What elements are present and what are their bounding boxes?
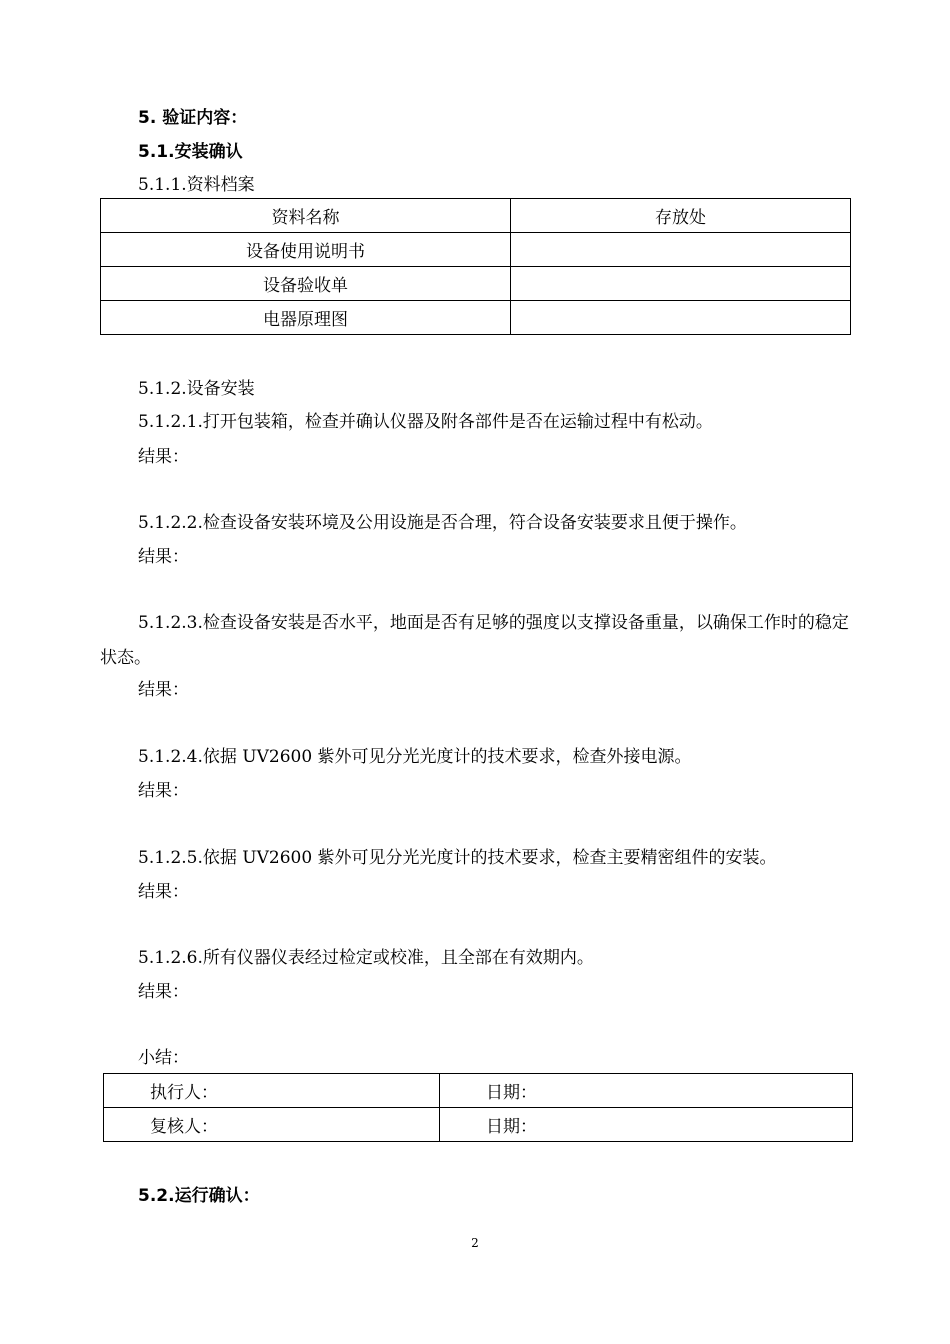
item-5-1-2-4: 5.1.2.4.依据 UV2600 紫外可见分光光度计的技术要求，检查外接电源。 [138,747,692,767]
item-5-1-2-4-result: 结果： [138,781,189,801]
table-row [101,301,851,335]
page-number: 2 [471,1236,479,1250]
section-5-2-heading: 5.2.运行确认： [138,1186,260,1206]
item-5-1-2-6: 5.1.2.6.所有仪器仪表经过检定或校准，且全部在有效期内。 [138,948,594,968]
reviewer-cell: 复核人： [104,1108,440,1142]
item-5-1-2-5-result: 结果： [138,882,189,902]
header-storage-location: 存放处 [511,199,851,233]
storage-cell [511,233,851,267]
table-row [101,233,851,267]
executor-cell: 执行人： [104,1074,440,1108]
item-5-1-2-3-result: 结果： [138,680,189,700]
item-5-1-2-2: 5.1.2.2.检查设备安装环境及公用设施是否合理，符合设备安装要求且便于操作。 [138,513,747,533]
table-row [104,1074,853,1108]
doc-name-cell: 电器原理图 [101,301,511,335]
section-5-heading: 5. 验证内容： [138,108,248,128]
item-5-1-2-1-result: 结果： [138,447,189,467]
section-5-1-1-heading: 5.1.1.资料档案 [138,175,255,195]
date-cell: 日期： [440,1108,853,1142]
item-5-1-2-1: 5.1.2.1.打开包装箱，检查并确认仪器及附各部件是否在运输过程中有松动。 [138,412,713,432]
item-5-1-2-2-result: 结果： [138,547,189,567]
table-row [101,267,851,301]
table-row [104,1108,853,1142]
item-5-1-2-5: 5.1.2.5.依据 UV2600 紫外可见分光光度计的技术要求，检查主要精密组件的安装。 [138,848,777,868]
storage-cell [511,267,851,301]
doc-name-cell: 设备验收单 [101,267,511,301]
item-5-1-2-3 [100,606,852,676]
section-5-1-2-heading: 5.1.2.设备安装 [138,379,255,399]
date-cell: 日期： [440,1074,853,1108]
table-header-row [101,199,851,233]
storage-cell [511,301,851,335]
section-5-1-heading: 5.1.安装确认 [138,142,243,162]
summary-label: 小结： [138,1048,189,1068]
signature-table [103,1073,853,1142]
item-5-1-2-6-result: 结果： [138,982,189,1002]
doc-name-cell: 设备使用说明书 [101,233,511,267]
header-doc-name: 资料名称 [101,199,511,233]
item-5-1-2-3-text: 5.1.2.3.检查设备安装是否水平，地面是否有足够的强度以支撑设备重量，以确保工作时的稳定状态。 [100,613,849,668]
document-archive-table [100,198,851,335]
